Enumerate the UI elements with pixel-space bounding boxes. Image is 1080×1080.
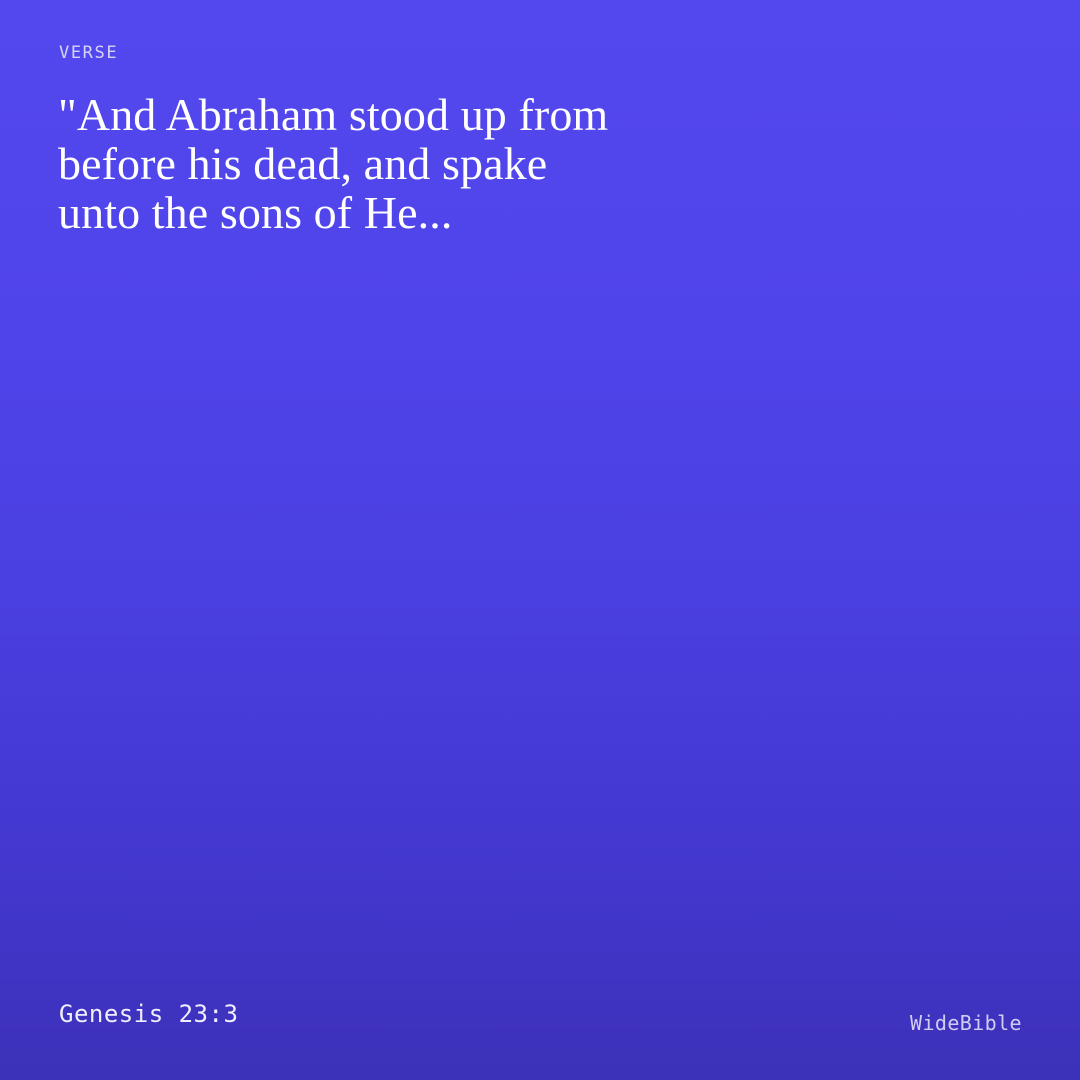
verse-reference: Genesis 23:3 — [59, 1000, 239, 1028]
verse-eyebrow-label: VERSE — [59, 43, 119, 63]
verse-text: "And Abraham stood up from before his dead, and spake unto the sons of He... — [58, 89, 609, 238]
brand-wordmark: WideBible — [910, 1011, 1022, 1035]
